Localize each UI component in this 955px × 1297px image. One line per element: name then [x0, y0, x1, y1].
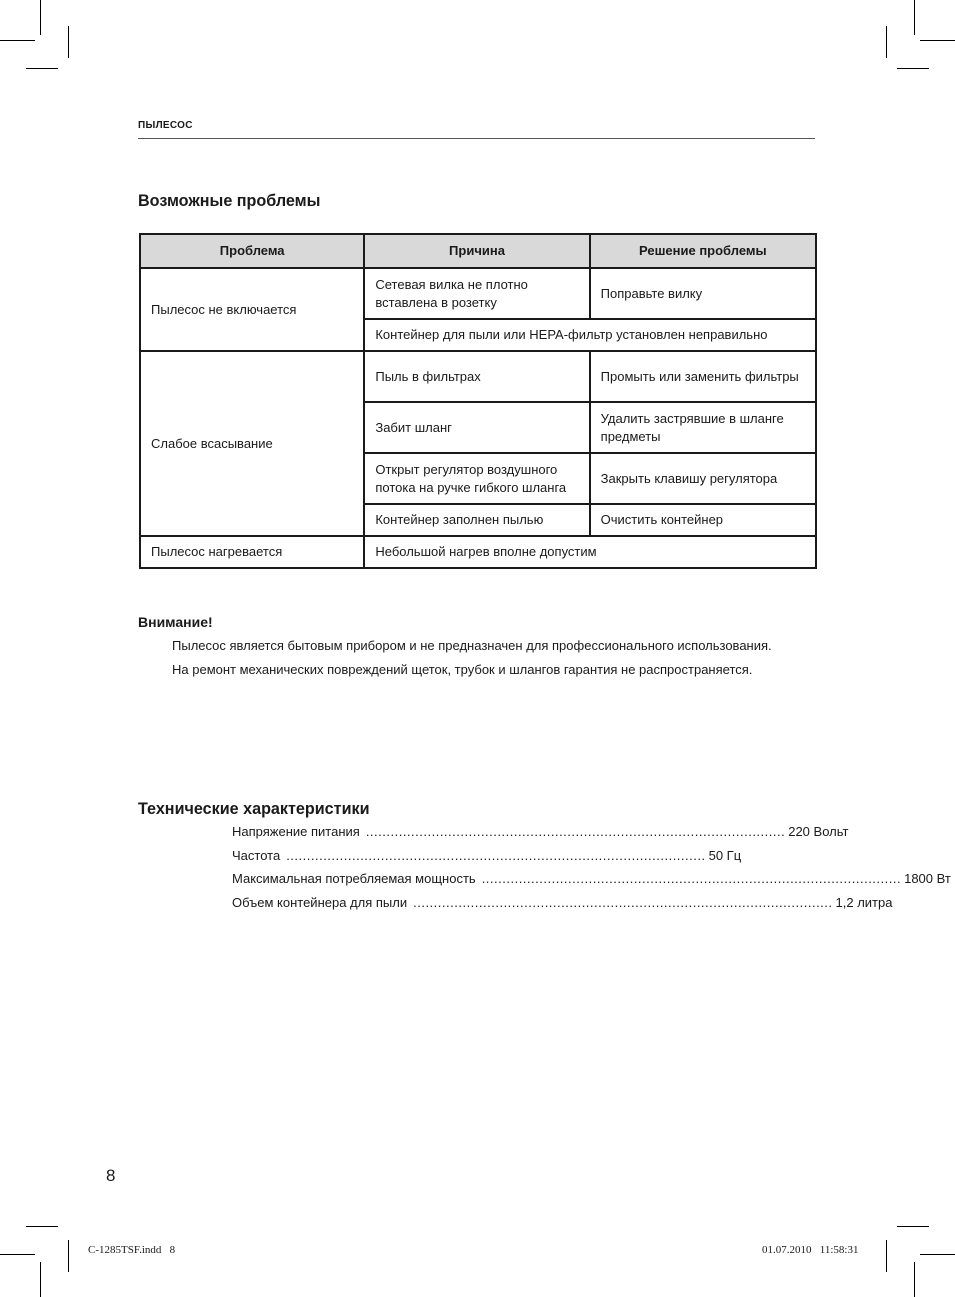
crop-mark — [26, 1226, 58, 1227]
column-header-solution: Решение проблемы — [590, 234, 816, 268]
attention-line: Пылесос является бытовым прибором и не предназначен для профессионального использования. — [172, 638, 772, 653]
leader-dots: ...................................................................................................... — [286, 847, 706, 863]
header-rule — [138, 138, 815, 139]
crop-mark — [40, 1262, 41, 1297]
crop-mark — [897, 68, 929, 69]
problem-cell: Пылесос нагревается — [140, 536, 364, 568]
crop-mark — [0, 40, 35, 41]
attention-title: Внимание! — [138, 614, 213, 630]
page-number: 8 — [106, 1166, 116, 1185]
crop-mark — [914, 1262, 915, 1297]
spec-label: Объем контейнера для пыли — [232, 894, 408, 910]
crop-mark — [68, 1240, 69, 1272]
crop-mark — [920, 40, 955, 41]
table-row — [140, 268, 816, 319]
spec-row — [232, 871, 951, 895]
slug-timestamp: 01.07.2010 11:58:31 — [762, 1244, 859, 1256]
problem-cell: Слабое всасывание — [140, 351, 364, 536]
troubleshooting-table — [139, 233, 817, 569]
solution-cell: Закрыть клавишу регулятора — [590, 453, 816, 504]
crop-mark — [897, 1226, 929, 1227]
spec-label: Напряжение питания — [232, 824, 360, 839]
leader-dots: ...................................................................................................... — [365, 824, 786, 839]
crop-mark — [920, 1254, 955, 1255]
spec-value: 1,2 литра — [835, 894, 893, 910]
solution-cell: Поправьте вилку — [590, 268, 816, 319]
leader-dots: ...................................................................................................... — [481, 871, 902, 886]
running-head: ПЫЛЕСОС — [138, 120, 193, 131]
cause-cell: Открыт регулятор воздушного потока на ручке гибкого шланга — [364, 453, 589, 504]
troubleshooting-title: Возможные проблемы — [138, 191, 321, 210]
table-row — [140, 536, 816, 568]
column-header-problem: Проблема — [140, 234, 364, 268]
column-header-cause: Причина — [364, 234, 589, 268]
spec-row — [232, 824, 849, 848]
specs-title: Технические характеристики — [138, 799, 370, 818]
table-header-row — [140, 234, 816, 268]
merged-cell: Контейнер для пыли или HEPA-фильтр установлен неправильно — [364, 319, 816, 351]
crop-mark — [886, 26, 887, 58]
spec-value: 220 Вольт — [788, 824, 849, 839]
crop-mark — [914, 0, 915, 35]
solution-cell: Удалить застрявшие в шланге предметы — [590, 402, 816, 453]
problem-cell: Пылесос не включается — [140, 268, 364, 351]
spec-row — [232, 847, 742, 872]
table-row — [140, 351, 816, 402]
cause-cell: Забит шланг — [364, 402, 589, 453]
solution-cell: Очистить контейнер — [590, 504, 816, 536]
solution-cell: Промыть или заменить фильтры — [590, 351, 816, 402]
crop-mark — [40, 0, 41, 35]
spec-label: Частота — [232, 847, 281, 863]
specs-list — [232, 824, 951, 918]
spec-value: 1800 Вт — [904, 871, 951, 886]
crop-mark — [0, 1254, 35, 1255]
cause-cell: Пыль в фильтрах — [364, 351, 589, 402]
crop-mark — [68, 26, 69, 58]
leader-dots: ...................................................................................................... — [413, 894, 833, 910]
crop-mark — [886, 1240, 887, 1272]
spec-value: 50 Гц — [708, 847, 742, 863]
slug-filename: C-1285TSF.indd 8 — [88, 1244, 176, 1256]
attention-line: На ремонт механических повреждений щеток, трубок и шлангов гарантия не распространяется. — [172, 662, 753, 677]
cause-cell: Контейнер заполнен пылью — [364, 504, 589, 536]
crop-mark — [26, 68, 58, 69]
cause-cell: Сетевая вилка не плотно вставлена в розетку — [364, 268, 589, 319]
merged-cell: Небольшой нагрев вполне допустим — [364, 536, 816, 568]
spec-row — [232, 894, 893, 919]
spec-label: Максимальная потребляемая мощность — [232, 871, 476, 886]
